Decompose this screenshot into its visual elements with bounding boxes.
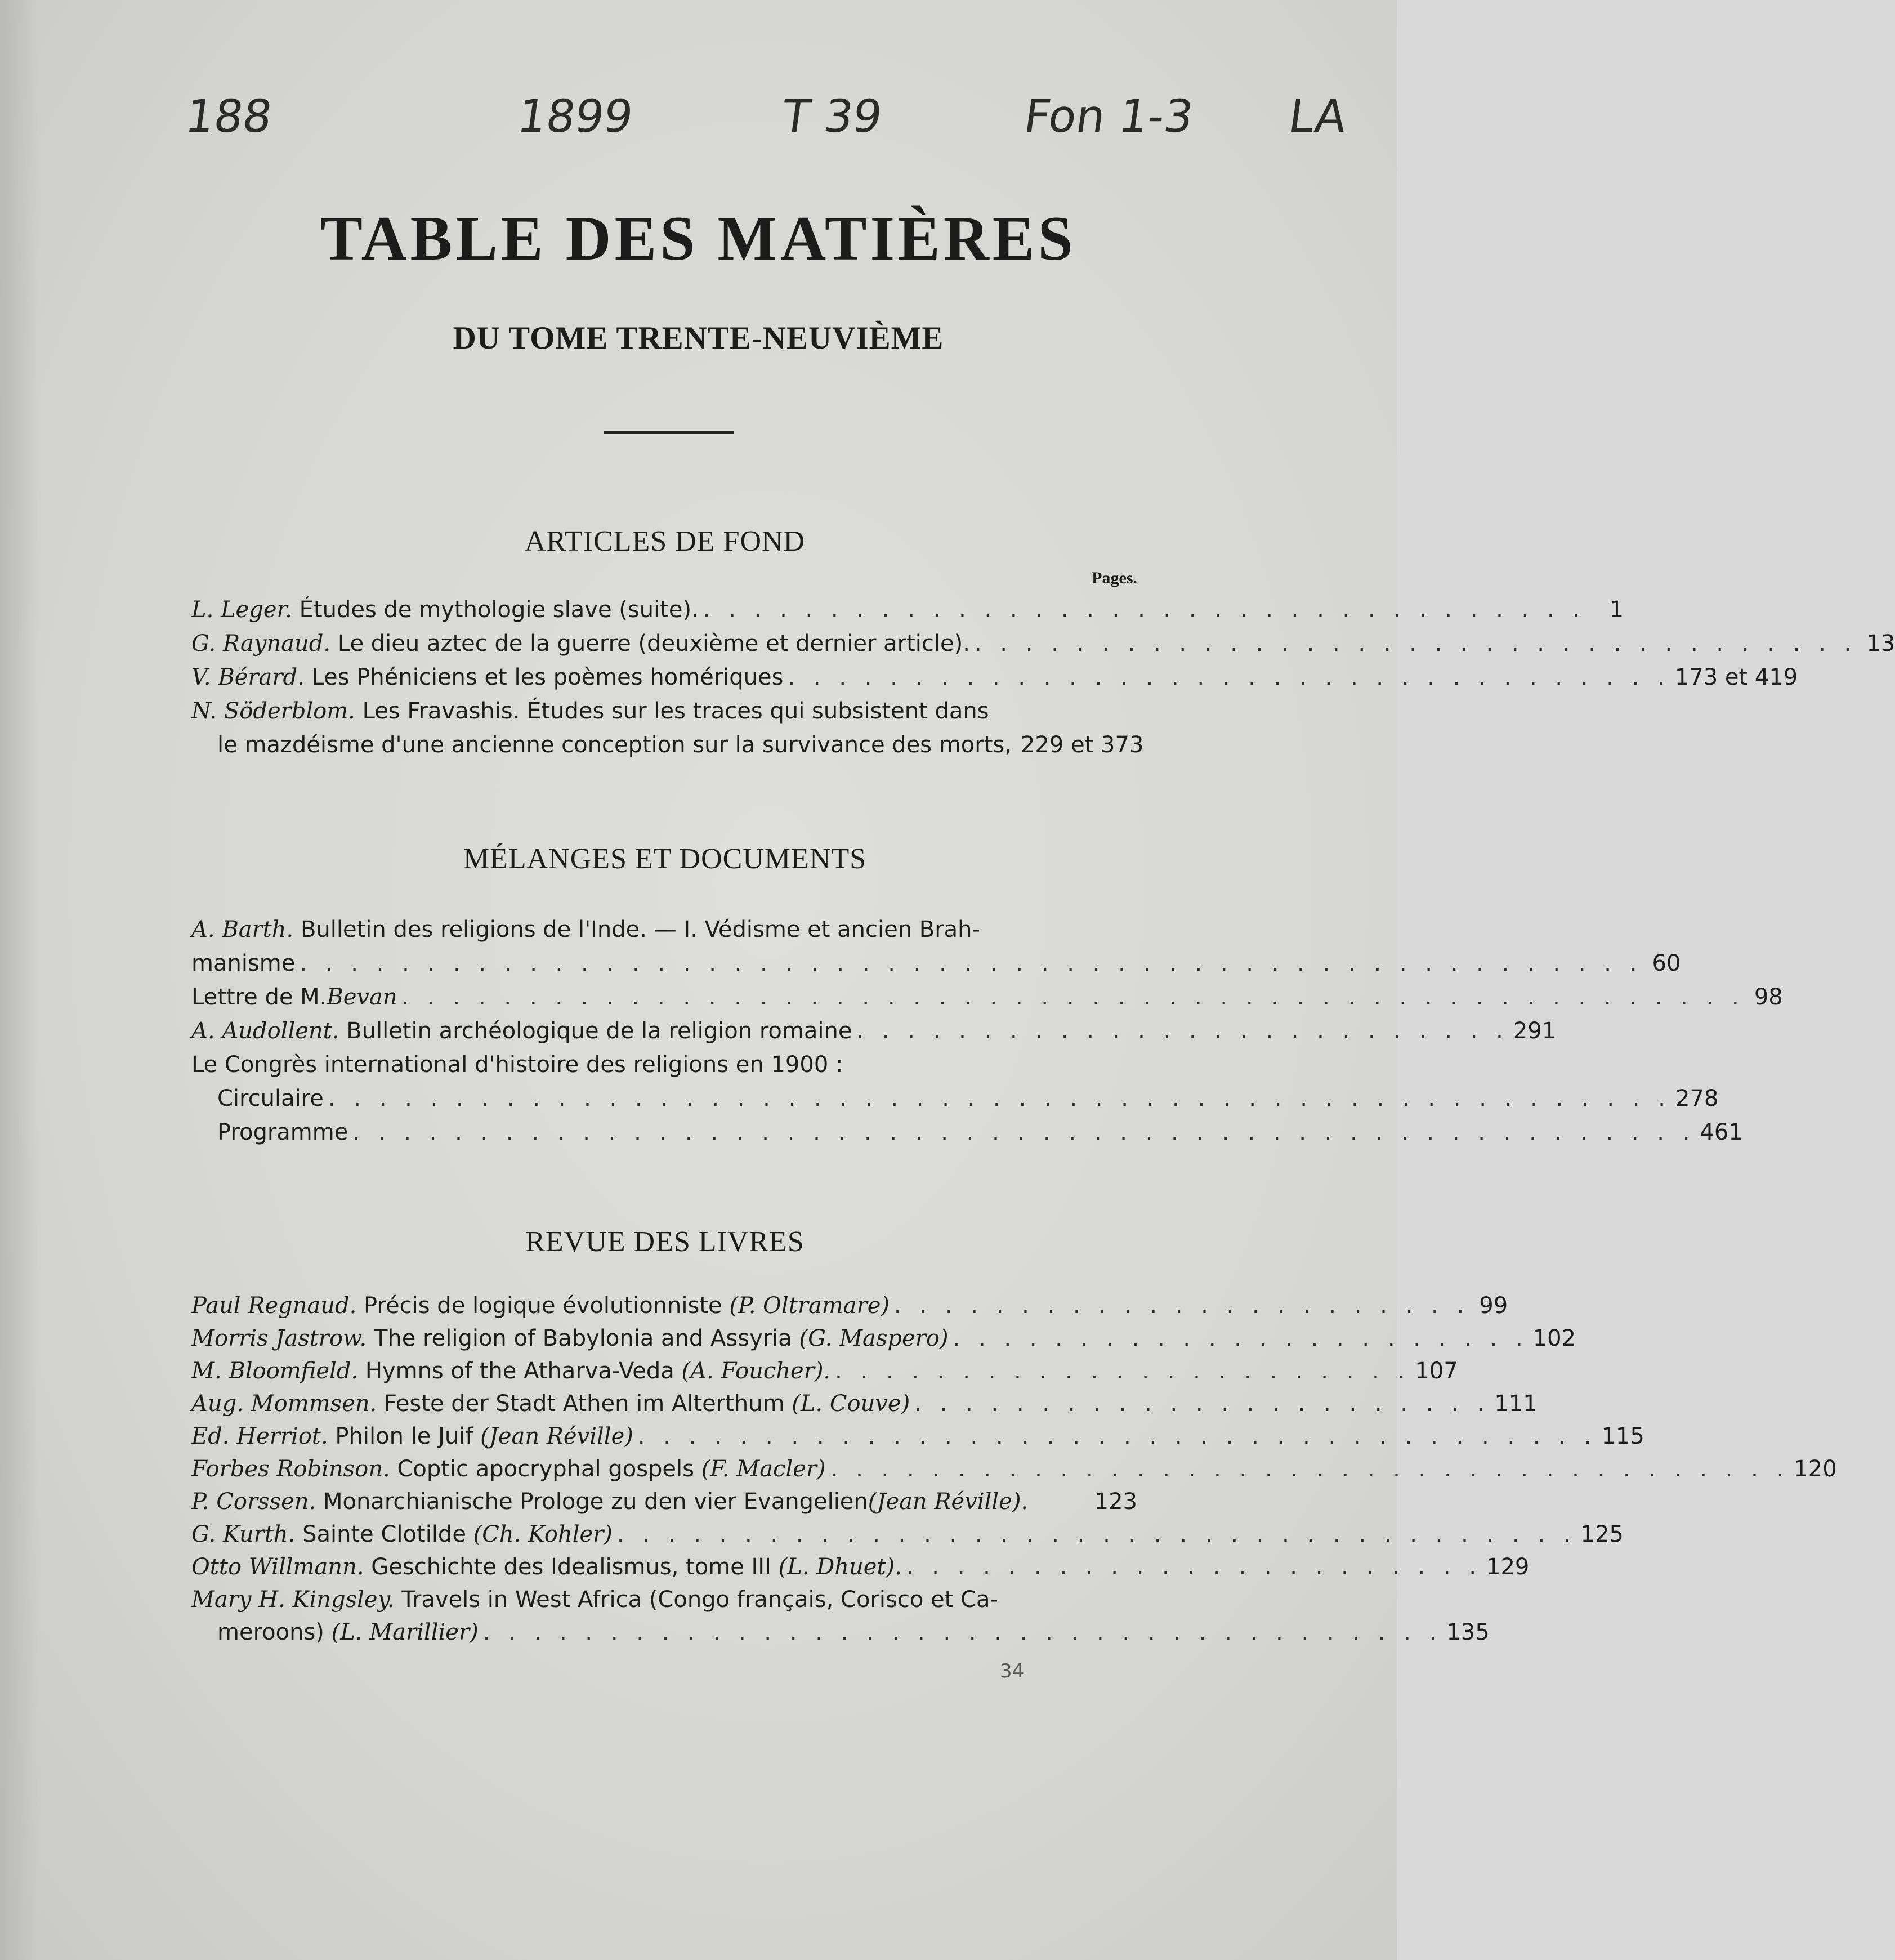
entry-author: Ed. Herriot. xyxy=(191,1423,328,1449)
entry-author: M. Bloomfield. xyxy=(191,1358,359,1384)
entry-page: 461 xyxy=(1700,1119,1743,1145)
entry-author: V. Bérard. xyxy=(191,664,305,690)
entry-author: P. Corssen. xyxy=(191,1489,316,1515)
dot-leader: . . . . . . . . . . . . . . . . . . . . . . . xyxy=(914,1391,1490,1417)
entry-page: 129 xyxy=(1486,1554,1530,1580)
entry-title: Travels in West Africa (Congo français, Corisco et Ca- xyxy=(401,1587,998,1613)
entry-page: 98 xyxy=(1754,984,1783,1010)
page-subtitle: DU TOME TRENTE-NEUVIÈME xyxy=(453,320,944,356)
entry-page: 111 xyxy=(1494,1391,1538,1417)
dot-leader: . . . . . . . . . . . . . . . . . . . . . . . . . . . . . . . . . . . xyxy=(703,597,1586,623)
entry-reviewer: (Jean Réville). xyxy=(868,1489,1029,1515)
entry-title: Le Congrès international d'histoire des religions en 1900 : xyxy=(191,1052,843,1078)
entry-author: N. Söderblom. xyxy=(191,698,355,724)
entry-page: 99 xyxy=(1479,1293,1508,1319)
entry-page: 107 xyxy=(1415,1358,1458,1384)
entry-page: 13 xyxy=(1866,631,1895,657)
entry-title-continued: meroons) xyxy=(217,1619,324,1645)
toc-entry xyxy=(191,1489,1137,1521)
entry-title: Les Phéniciens et les poèmes homériques xyxy=(311,664,784,690)
entry-author: Morris Jastrow. xyxy=(191,1325,367,1351)
entry-page: 173 et 419 xyxy=(1674,664,1798,690)
entry-prefix: Lettre de M. xyxy=(191,984,327,1010)
dot-leader: . . . . . . . . . . . . . . . . . . . . . . . . . . . . . . . . . . . . . . . . . . . . . . . . . . . . . xyxy=(328,1086,1671,1111)
dot-leader: . . . . . . . . . . . . . . . . . . . . . . . xyxy=(835,1358,1411,1384)
section-heading-revue: REVUE DES LIVRES xyxy=(525,1226,805,1258)
entry-reviewer: (L. Dhuet). xyxy=(778,1554,902,1580)
toc-entry xyxy=(191,1423,1644,1456)
entry-reviewer: (F. Macler) xyxy=(701,1456,826,1482)
toc-entry xyxy=(191,1358,1458,1391)
entry-author: Aug. Mommsen. xyxy=(191,1391,377,1417)
entry-title: Monarchianische Prologe zu den vier Evangelien xyxy=(323,1489,868,1515)
entry-author: L. Leger. xyxy=(191,597,292,623)
entry-title: Sainte Clotilde xyxy=(302,1521,466,1547)
entry-page: 120 xyxy=(1794,1456,1837,1482)
dot-leader: . . . . . . . . . . . . . . . . . . . . . . . xyxy=(906,1554,1482,1580)
dot-leader: . . . . . . . . . . . . . . . . . . . . . . . . . . . . . . . . . . . . . . xyxy=(637,1423,1597,1449)
dot-leader: . . . . . . . . . . . . . . . . . . . . . . . xyxy=(893,1293,1470,1319)
entry-author: A. Barth. xyxy=(191,917,294,943)
entry-author: G. Kurth. xyxy=(191,1521,296,1547)
toc-entry xyxy=(191,597,1624,629)
entry-page: 278 xyxy=(1675,1086,1719,1111)
handwritten-note: LA xyxy=(1285,90,1350,142)
entry-author: G. Raynaud. xyxy=(191,631,331,657)
signature-mark: 34 xyxy=(1000,1660,1025,1682)
entry-title: Programme xyxy=(217,1119,348,1145)
toc-entry-continuation xyxy=(217,1619,1490,1652)
entry-title: Hymns of the Atharva-Veda xyxy=(365,1358,674,1384)
entry-title: The religion of Babylonia and Assyria xyxy=(373,1325,792,1351)
section-heading-articles: ARTICLES DE FOND xyxy=(524,525,806,557)
entry-title: Précis de logique évolutionniste xyxy=(364,1293,722,1319)
toc-entry xyxy=(191,1052,1137,1084)
entry-page: 125 xyxy=(1580,1521,1624,1547)
toc-entry-continuation xyxy=(191,950,1681,983)
entry-page: 1 xyxy=(1609,597,1624,623)
entry-reviewer: (Ch. Kohler) xyxy=(473,1521,613,1547)
entry-title-continued: manisme xyxy=(191,950,296,976)
dot-leader: . . . . . . . . . . . . . . . . . . . . . . . . . . . . . . . . . . . . . . xyxy=(616,1521,1576,1547)
entry-page: 60 xyxy=(1652,950,1681,976)
entry-page: 229 et 373 xyxy=(1020,732,1144,758)
dot-leader: . . . . . . . . . . . . . . . . . . . . . . . . . . xyxy=(856,1018,1509,1044)
handwritten-note: Fon 1-3 xyxy=(1021,90,1197,142)
toc-entry xyxy=(191,698,1137,731)
entry-author: A. Audollent. xyxy=(191,1018,339,1044)
toc-entry xyxy=(191,1521,1624,1554)
entry-author: Forbes Robinson. xyxy=(191,1456,390,1482)
dot-leader: . . . . . . . . . . . . . . . . . . . . . . . . . . . . . . . . . . . . . . . . . . . . . . . . . . . . . xyxy=(300,950,1643,976)
handwritten-note: 188 xyxy=(182,90,276,142)
dot-leader: . . . . . . . . . . . . . . . . . . . . . . . . . . . . . . . . . . . . . . xyxy=(830,1456,1790,1482)
handwritten-note: T 39 xyxy=(779,90,886,142)
dot-leader: . . . . . . . . . . . . . . . . . . . . . . . xyxy=(953,1325,1528,1351)
toc-entry xyxy=(191,917,1137,949)
entry-title: Bulletin archéologique de la religion romaine xyxy=(346,1018,852,1044)
entry-author: Paul Regnaud. xyxy=(191,1293,357,1319)
entry-reviewer: (L. Couve) xyxy=(792,1391,910,1417)
toc-entry xyxy=(191,1293,1508,1325)
entry-page: 102 xyxy=(1532,1325,1576,1351)
entry-title: Philon le Juif xyxy=(335,1423,473,1449)
toc-entry xyxy=(217,1086,1719,1118)
entry-title: Feste der Stadt Athen im Alterthum xyxy=(383,1391,785,1417)
toc-entry xyxy=(191,1587,1137,1619)
toc-entry xyxy=(191,631,1895,663)
entry-reviewer: (L. Marillier) xyxy=(331,1619,479,1645)
toc-entry xyxy=(191,664,1798,697)
toc-entry xyxy=(191,1325,1576,1358)
dot-leader: . . . . . . . . . . . . . . . . . . . . . . . . . . . . . . . . . . . . . . . . . . . . . . . . . . . . . xyxy=(352,1119,1696,1145)
entry-title: Geschichte des Idealismus, tome III xyxy=(371,1554,771,1580)
toc-entry xyxy=(191,1456,1837,1489)
entry-title: Le dieu aztec de la guerre (deuxième et dernier article). xyxy=(337,631,970,657)
entry-title-continued: le mazdéisme d'une ancienne conception sur la survivance des morts, xyxy=(217,732,1012,758)
entry-author: Otto Willmann. xyxy=(191,1554,364,1580)
page-shadow-edge xyxy=(0,0,39,1960)
dot-leader: . . . . . . . . . . . . . . . . . . . . . . . . . . . . . . . . . . . . . . xyxy=(482,1619,1442,1645)
entry-reviewer: (P. Oltramare) xyxy=(729,1293,890,1319)
dot-leader: . . . . . . . . . . . . . . . . . . . . . . . . . . . . . . . . . . . . . . . . . . . . . . . . . . . . . xyxy=(401,984,1745,1010)
entry-page: 123 xyxy=(1094,1489,1137,1515)
entry-reviewer: (A. Foucher). xyxy=(681,1358,831,1384)
page-title: TABLE DES MATIÈRES xyxy=(320,204,1076,274)
divider xyxy=(604,431,734,434)
toc-entry-continuation xyxy=(217,732,1144,765)
toc-entry xyxy=(191,984,1783,1017)
entry-author: Mary H. Kingsley. xyxy=(191,1587,395,1613)
dot-leader: . . . . . . . . . . . . . . . . . . . . . . . . . . . . . . . . . . . xyxy=(788,664,1670,690)
toc-entry xyxy=(191,1554,1530,1587)
entry-page: 291 xyxy=(1513,1018,1557,1044)
toc-entry xyxy=(191,1018,1557,1051)
toc-entry xyxy=(191,1391,1538,1423)
entry-reviewer: (Jean Réville) xyxy=(480,1423,633,1449)
dot-leader: . . . . . . . . . . . . . . . . . . . . . . . . . . . . . . . . . . . xyxy=(974,631,1857,657)
entry-page: 135 xyxy=(1446,1619,1490,1645)
entry-page: 115 xyxy=(1601,1423,1644,1449)
section-heading-melanges: MÉLANGES ET DOCUMENTS xyxy=(463,843,867,875)
entry-reviewer: (G. Maspero) xyxy=(799,1325,949,1351)
pages-column-label: Pages. xyxy=(1092,569,1137,587)
handwritten-note: 1899 xyxy=(514,90,637,142)
entry-title: Coptic apocryphal gospels xyxy=(397,1456,694,1482)
entry-title: Études de mythologie slave (suite). xyxy=(299,597,699,623)
toc-entry xyxy=(217,1119,1743,1152)
entry-author: Bevan xyxy=(327,984,397,1010)
entry-title: Bulletin des religions de l'Inde. — I. Védisme et ancien Brah- xyxy=(300,917,980,943)
entry-title: Les Fravashis. Études sur les traces qui subsistent dans xyxy=(362,698,989,724)
entry-title: Circulaire xyxy=(217,1086,324,1111)
